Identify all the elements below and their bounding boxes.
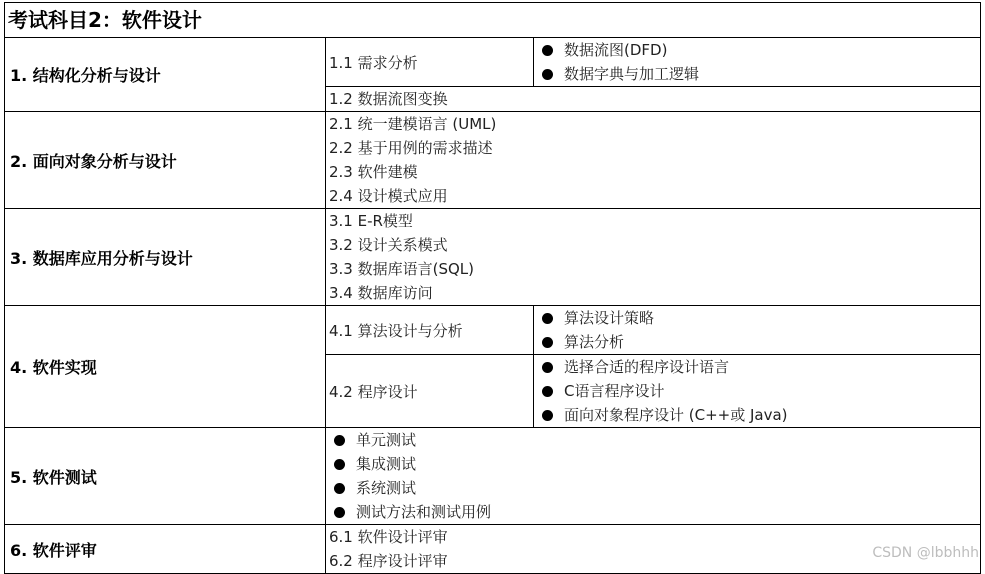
list-item: 2.3 软件建模: [329, 163, 418, 181]
list-item: 6.1 软件设计评审: [329, 528, 448, 546]
subsection-label: 4.1 算法设计与分析: [326, 306, 534, 354]
bullet-icon: [334, 435, 345, 446]
subsection-label: 1.1 需求分析: [326, 38, 534, 86]
section-6: [5, 525, 980, 573]
section-5: [5, 428, 980, 525]
bullet-icon: [542, 362, 553, 373]
bullet-icon: [334, 507, 345, 518]
bullet-item: [326, 428, 980, 452]
bullet-icon: [542, 69, 553, 80]
bullet-item: [534, 306, 980, 330]
list-item: 2.4 设计模式应用: [329, 187, 448, 205]
bullet-icon: [542, 410, 553, 421]
bullet-text: 数据流图(DFD): [564, 41, 668, 59]
list-item: 2.2 基于用例的需求描述: [329, 139, 493, 157]
list-item: 3.3 数据库语言(SQL): [329, 260, 475, 278]
bullet-item: [534, 379, 980, 403]
bullet-text: 测试方法和测试用例: [356, 503, 492, 521]
bullet-item: [326, 500, 980, 524]
bullet-icon: [334, 483, 345, 494]
bullet-text: 数据字典与加工逻辑: [564, 65, 700, 83]
section-label: 3. 数据库应用分析与设计: [5, 209, 326, 305]
subsection-row: [326, 354, 980, 427]
section-3: [5, 209, 980, 306]
list-item: 6.2 程序设计评审: [329, 552, 448, 570]
subsection-label: 4.2 程序设计: [326, 355, 534, 427]
list-item: 3.1 E-R模型: [329, 212, 413, 230]
bullet-icon: [542, 386, 553, 397]
bullet-text: 系统测试: [356, 479, 417, 497]
bullet-text: 选择合适的程序设计语言: [564, 358, 730, 376]
list-item: 3.4 数据库访问: [329, 284, 433, 302]
bullet-item: [534, 330, 980, 354]
bullet-icon: [542, 313, 553, 324]
bullet-item: [326, 476, 980, 500]
bullet-icon: [334, 459, 345, 470]
bullet-item: [534, 62, 980, 86]
watermark: CSDN @lbbhhh: [872, 545, 979, 561]
bullet-text: C语言程序设计: [564, 382, 665, 400]
bullet-text: 面向对象程序设计 (C++或 Java): [564, 406, 788, 424]
bullet-text: 单元测试: [356, 431, 417, 449]
subsection-row: [326, 38, 980, 86]
bullet-item: [534, 355, 980, 379]
bullet-text: 集成测试: [356, 455, 417, 473]
section-label: 4. 软件实现: [5, 306, 326, 427]
subsection-label: 1.2 数据流图变换: [329, 90, 448, 108]
list-item: 3.2 设计关系模式: [329, 236, 448, 254]
section-label: 5. 软件测试: [5, 428, 326, 524]
bullet-item: [534, 403, 980, 427]
section-2: [5, 112, 980, 209]
table-title: 考试科目2：软件设计: [5, 3, 980, 38]
bullet-icon: [542, 337, 553, 348]
list-item: 2.1 统一建模语言 (UML): [329, 115, 497, 133]
section-label: 6. 软件评审: [5, 525, 326, 573]
section-4: [5, 306, 980, 428]
bullet-item: [534, 38, 980, 62]
bullet-text: 算法设计策略: [564, 309, 655, 327]
section-1: [5, 38, 980, 112]
bullet-item: [326, 452, 980, 476]
subsection-row: [326, 306, 980, 354]
section-label: 2. 面向对象分析与设计: [5, 112, 326, 208]
bullet-icon: [542, 45, 553, 56]
bullet-text: 算法分析: [564, 333, 625, 351]
subsection-row: [326, 86, 980, 111]
syllabus-table: [4, 2, 981, 574]
section-label: 1. 结构化分析与设计: [5, 38, 326, 111]
